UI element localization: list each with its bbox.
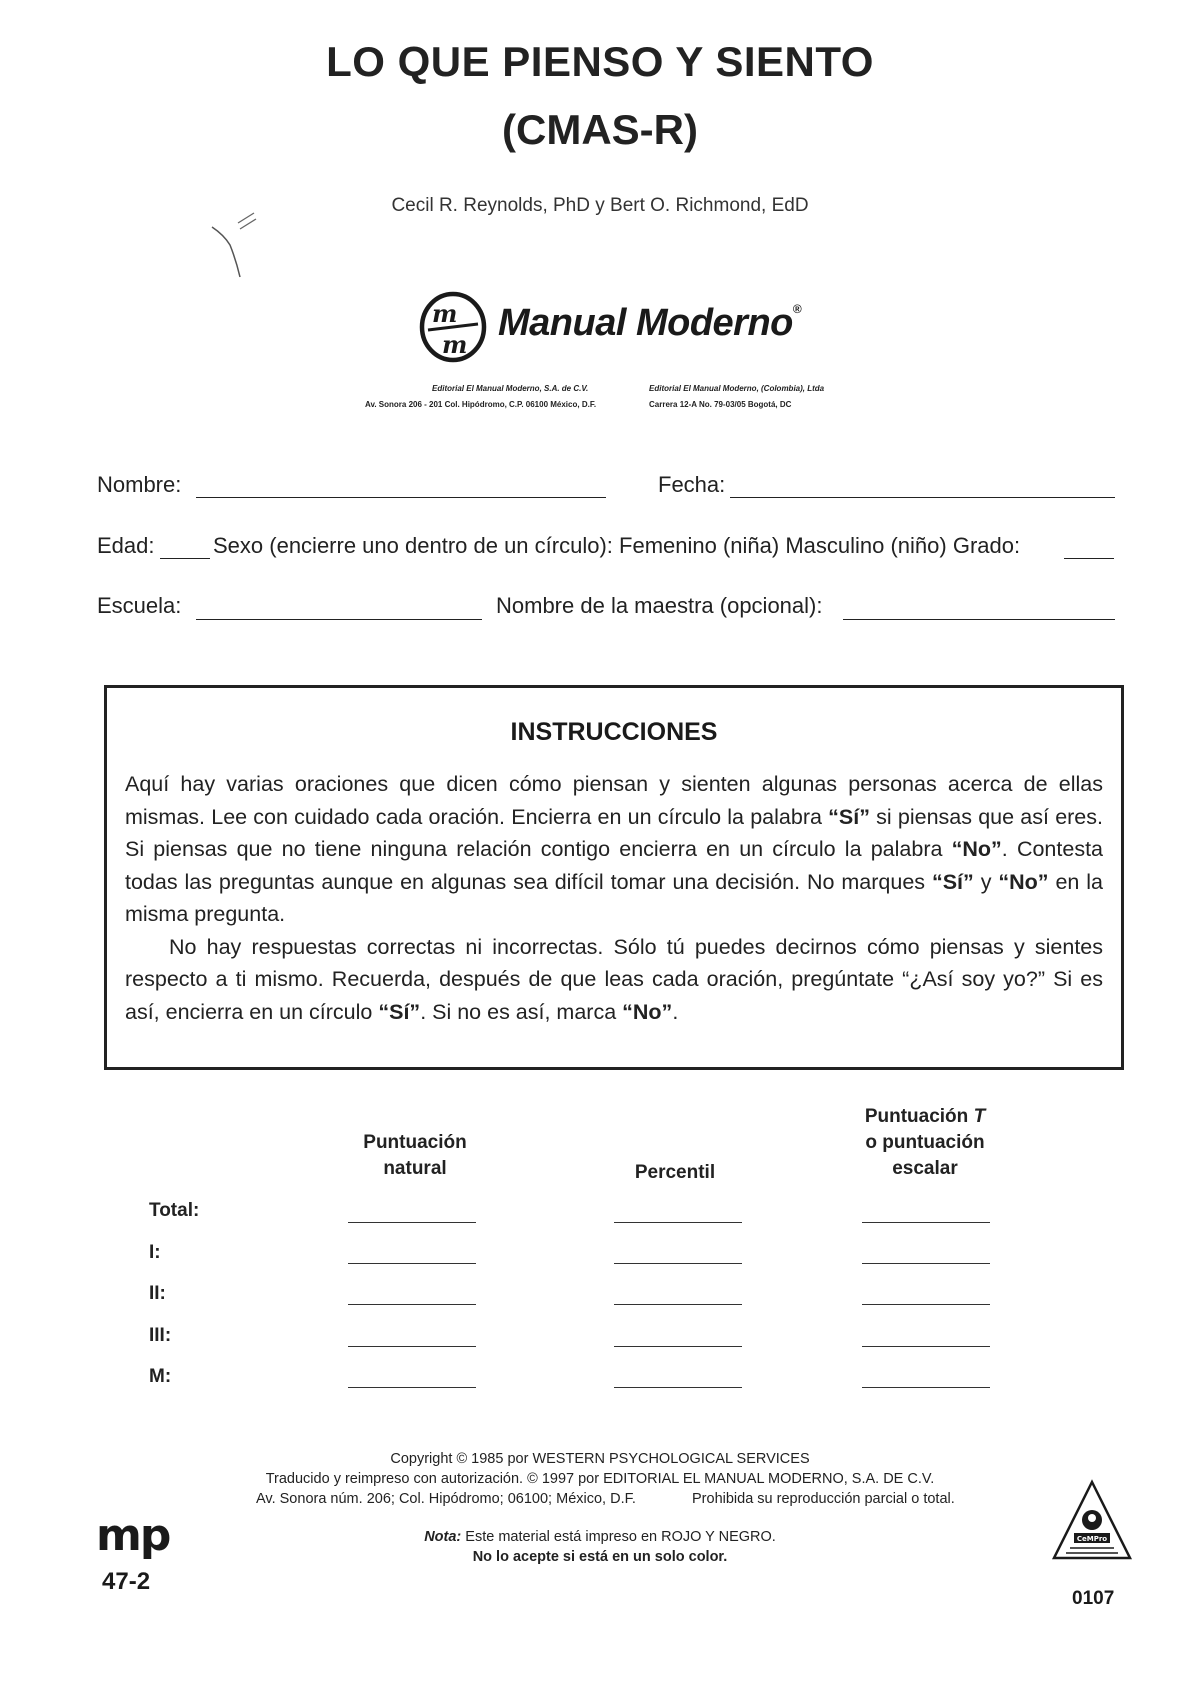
row-label-i: I: [149, 1242, 161, 1263]
score-field-ii-natural[interactable] [348, 1304, 476, 1305]
maestra-label: Nombre de la maestra (opcional): [496, 593, 823, 618]
score-field-i-natural[interactable] [348, 1263, 476, 1264]
authors: Cecil R. Reynolds, PhD y Bert O. Richmond, EdD [391, 195, 809, 216]
footer-address: Av. Sonora núm. 206; Col. Hipódromo; 06100; México, D.F. [256, 1491, 636, 1507]
fecha-field[interactable] [730, 497, 1115, 498]
row-label-iii: III: [149, 1325, 172, 1346]
score-field-iii-percentil[interactable] [614, 1346, 742, 1347]
row-label-total: Total: [149, 1200, 200, 1221]
address-co: Carrera 12-A No. 79-03/05 Bogotá, DC [649, 400, 792, 409]
seal-text: CeMPro [1076, 1535, 1108, 1543]
col-puntuacion-t: Puntuación T o puntuación escalar [864, 1106, 986, 1179]
edad-label: Edad: [97, 533, 155, 558]
page-title: LO QUE PIENSO Y SIENTO [326, 38, 874, 85]
score-field-ii-percentil[interactable] [614, 1304, 742, 1305]
form-code-left: 47-2 [102, 1568, 151, 1595]
editorial-mx: Editorial El Manual Moderno, S.A. de C.V. [432, 384, 589, 393]
svg-text:m: m [442, 330, 468, 359]
page-subtitle: (CMAS-R) [502, 106, 698, 153]
instructions-box [104, 685, 1124, 1070]
escuela-field[interactable] [196, 619, 482, 620]
maestra-field[interactable] [843, 619, 1115, 620]
note-line-2: No lo acepte si está en un solo color. [472, 1549, 728, 1565]
copyright-line: Copyright © 1985 por WESTERN PSYCHOLOGICAL SERVICES [390, 1451, 810, 1467]
address-mx: Av. Sonora 206 - 201 Col. Hipódromo, C.P. 06100 México, D.F. [365, 400, 597, 409]
row-label-m: M: [149, 1366, 172, 1387]
col-puntuacion-natural: Puntuación natural [363, 1132, 467, 1179]
femenino-option[interactable]: Femenino (niña) [619, 533, 780, 558]
publisher-brand [498, 302, 801, 345]
score-field-ii-t[interactable] [862, 1304, 990, 1305]
score-field-iii-t[interactable] [862, 1346, 990, 1347]
score-field-m-t[interactable] [862, 1387, 990, 1388]
grado-field[interactable] [1064, 558, 1114, 559]
sexo-label: Sexo (encierre uno dentro de un círculo): [213, 533, 613, 558]
grado-label: Grado: [952, 533, 1021, 558]
sexo-row [213, 533, 1020, 559]
instructions-heading: INSTRUCCIONES [510, 718, 718, 746]
escuela-label: Escuela: [97, 593, 182, 618]
score-field-m-percentil[interactable] [614, 1387, 742, 1388]
nombre-label: Nombre: [97, 472, 182, 497]
footer-prohibited: Prohibida su reproducción parcial o total. [692, 1491, 955, 1507]
masculino-option[interactable]: Masculino (niño) [785, 533, 947, 558]
score-field-i-percentil[interactable] [614, 1263, 742, 1264]
instructions-text [125, 768, 1103, 1028]
editorial-co: Editorial El Manual Moderno, (Colombia), Ltda [649, 384, 825, 393]
score-field-total-t[interactable] [862, 1222, 990, 1223]
fecha-label: Fecha: [658, 472, 726, 497]
row-label-ii: II: [149, 1283, 166, 1304]
score-field-m-natural[interactable] [348, 1387, 476, 1388]
nombre-row [97, 472, 181, 498]
pen-scribble-mark [210, 205, 270, 285]
score-field-total-natural[interactable] [348, 1222, 476, 1223]
mp-logo: mp [96, 1510, 170, 1561]
form-code-right: 0107 [1072, 1588, 1115, 1609]
manual-moderno-logo-icon [418, 290, 488, 364]
score-field-total-percentil[interactable] [614, 1222, 742, 1223]
svg-text:m: m [432, 299, 458, 328]
score-field-i-t[interactable] [862, 1263, 990, 1264]
translated-line: Traducido y reimpreso con autorización. © 1997 por EDITORIAL EL MANUAL MODERNO, S.A. DE C.V. [265, 1471, 935, 1487]
brand-name: Manual Moderno [498, 302, 793, 344]
note-line-1: Nota: Este material está impreso en ROJO Y NEGRO. [424, 1529, 776, 1545]
col-percentil: Percentil [634, 1162, 716, 1183]
instructions-paragraph-1: Aquí hay varias oraciones que dicen cómo piensan y sienten algunas personas acerca de ellas mismas. Lee con cuidado cada oración. Encierra en un círculo la palabra “Sí” si piensas que así eres. Si piensas que no tiene ninguna relación contigo encierra en un círculo la palabra “No”. Contesta todas las preguntas aunque en algunas sea difícil tomar una decisión. No marques “Sí” y “No” en la misma pregunta. [125, 772, 1104, 926]
registered-mark: ® [792, 302, 802, 316]
edad-field[interactable] [160, 558, 210, 559]
score-field-iii-natural[interactable] [348, 1346, 476, 1347]
cempro-seal-icon [1050, 1478, 1134, 1568]
nombre-field[interactable] [196, 497, 606, 498]
instructions-paragraph-2: No hay respuestas correctas ni incorrectas. Sólo tú puedes decirnos cómo piensas y sientes respecto a ti mismo. Recuerda, después de que leas cada oración, pregúntate “¿Así soy yo?” Si es así, encierra en un círculo “Sí”. Si no es así, marca “No”. [125, 934, 1103, 1024]
